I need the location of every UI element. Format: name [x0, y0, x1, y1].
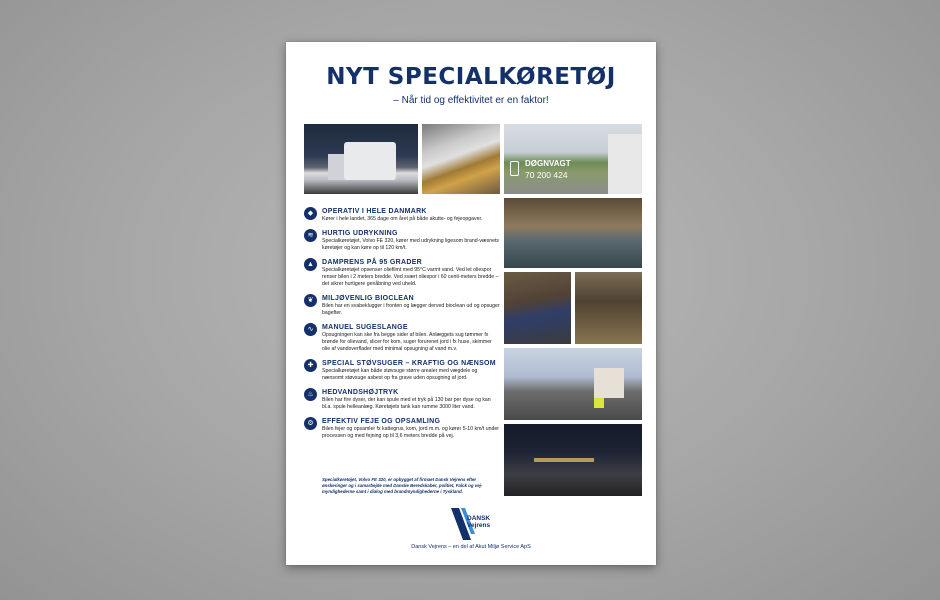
feature-item — [304, 323, 500, 353]
feature-body: Specialkøretøjet kan både støvsuge større arealer med vægdele og nænsomt støvsuge asbest op fra grave uden opsugning af jord. — [322, 368, 478, 381]
hose-icon: ∿ — [304, 323, 317, 336]
hotline-badge — [510, 157, 590, 187]
flyer-title: NYT SPECIALKØRETØJ — [326, 64, 616, 90]
feature-body: Bilen har fire dyser, der kan spule med et tryk på 130 bar per dyse og kan bl.a. spule helleanlæg. Køretøjets tank kan rumme 3000 liter vand. — [322, 397, 491, 410]
flyer-subtitle: – Når tid og effektivitet er en faktor! — [393, 95, 549, 106]
feature-item — [304, 359, 500, 382]
feature-title: HURTIG UDRYKNING — [322, 230, 398, 237]
feature-title: DAMPRENS PÅ 95 GRADER — [322, 259, 423, 266]
feature-item — [304, 229, 500, 252]
photo-truck-night — [304, 124, 418, 194]
feature-item — [304, 258, 500, 288]
hotline-phone: 70 200 424 — [525, 170, 568, 180]
photo-burnt-truck — [504, 348, 642, 420]
feature-body: Specialkøretøjet opsenser oliefilmt med 95°C varmt vand. Ved let oliespor renser bilen i 2 meters bredde. Ved svært oliespor i 60 centi-meters bredde – det sikrer hurtigere genåbning ved uheld. — [322, 267, 499, 287]
signal-icon: ≋ — [304, 229, 317, 242]
feature-body: Bilen har en svabeklugger i fronten og lægger derved bioclean ud og opsuger bagefter. — [322, 303, 500, 316]
feature-title: OPERATIV I HELE DANMARK — [322, 208, 427, 215]
feature-title: HEDVANDSHØJTRYK — [322, 389, 399, 396]
logo-text — [467, 515, 490, 529]
vacuum-icon: ✚ — [304, 359, 317, 372]
feature-title: EFFEKTIV FEJE OG OPSAMLING — [322, 418, 441, 425]
footer-text: Dansk Vejrens – en del af Akut Miljø Service ApS — [411, 544, 531, 550]
feature-title: SPECIAL STØVSUGER – KRAFTIG OG NÆNSOM — [322, 360, 496, 367]
phone-icon — [510, 161, 519, 176]
hotline-label: DØGNVAGT — [525, 159, 571, 168]
feature-title: MANUEL SUGESLANGE — [322, 324, 408, 331]
feature-body: Opsugningen kan ske fra begge sider af bilen. Anlæggets sug tømmer fx brønde for olievand, slicer for kom, suger forurenet jord i fx huse, skimmer olie af vandoverflader med minimal opsugning af vand m.v. — [322, 332, 492, 352]
footnote: Specialkøretøjet, Volvo FE 320, er opbygget af firmaet Dansk Vejrens efter ønskeringer og i samarbejde med Danske Beredskaber, politiet, Falck og vej-myndighederne samt i dialog med brandmyndighederne i Tyskland. — [322, 477, 483, 494]
feature-body: Kører i hele landet, 365 dage om året på både akutte- og fejeopgaver. — [322, 216, 483, 222]
feature-item — [304, 207, 500, 223]
photo-excavation — [575, 272, 642, 344]
water-jet-icon: ♨ — [304, 388, 317, 401]
feature-item — [304, 294, 500, 317]
photo-worker-hose — [504, 272, 571, 344]
logo-line1: DANSK — [467, 515, 491, 522]
feature-body: Bilen fejer og opsamler fx kattegrus, kom, jord m.m. og kører 5-10 km/t under processen og med fejning op til 3,6 meters bredde på vej. — [322, 426, 500, 439]
leaf-icon: ❦ — [304, 294, 317, 307]
photo-water-suction — [504, 198, 642, 268]
photo-night-cleanup — [504, 424, 642, 496]
feature-list — [304, 207, 500, 446]
dansk-vejrens-logo — [449, 508, 499, 542]
flame-icon: ▲ — [304, 258, 317, 271]
feature-title: MILJØVENLIG BIOCLEAN — [322, 295, 414, 302]
logo-line2: Vejrens — [467, 522, 491, 529]
photo-sweeper-brush — [422, 124, 500, 194]
flyer-sheet — [286, 42, 656, 565]
feature-body: Specialkøretøjet, Volvo FE 320, kører med udrykning ligesom brand-væsnets køretøjer og kan køre op til 120 km/t. — [322, 238, 500, 251]
photo-truck-road — [504, 124, 642, 194]
feature-item — [304, 388, 500, 411]
sweeper-icon: ⚙ — [304, 417, 317, 430]
denmark-map-icon: ◆ — [304, 207, 317, 220]
feature-item — [304, 417, 500, 440]
